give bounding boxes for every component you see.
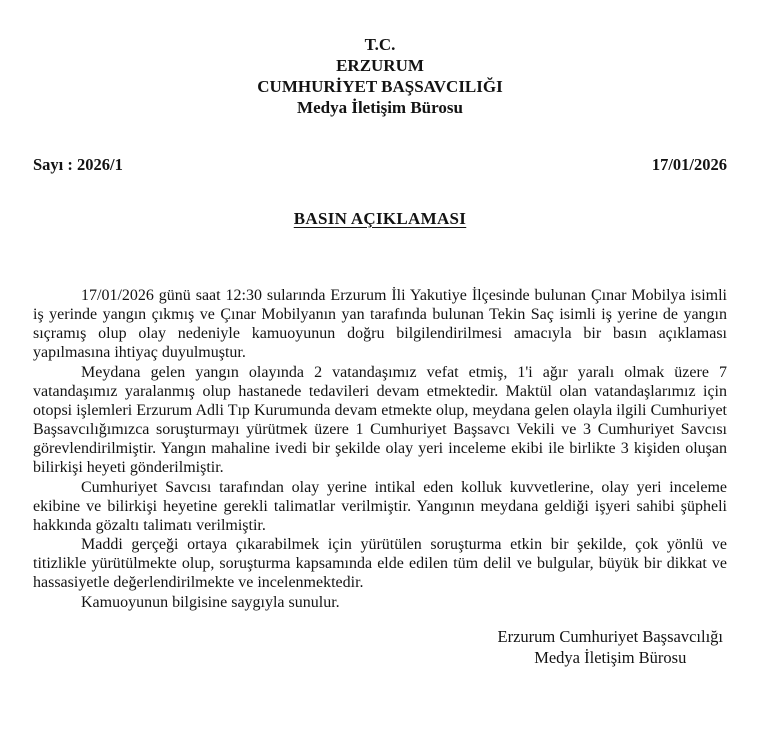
letterhead-republic-line: T.C. bbox=[364, 35, 396, 54]
document-title bbox=[33, 208, 727, 229]
signature-office-line: Erzurum Cumhuriyet Başsavcılığı bbox=[497, 626, 723, 646]
letterhead-office-line: CUMHURİYET BAŞSAVCILIĞI bbox=[257, 77, 503, 96]
paragraph-casualties: Meydana gelen yangın olayında 2 vatandaşımız vefat etmiş, 1'i ağır yaralı olmak üzere 7 vatandaşımız yaralanmış olup hastanede tedavileri devam etmektedir. Maktül olan vatandaşlarımız için otopsi işlemleri Erzurum Adli Tıp Kurumunda devam etmekte olup, meydana gelen olayla ilgili Cumhuriyet Başsavcılığımızca soruşturmayı yürütmek üzere 1 Cumhuriyet Başsavcı Vekili ve 3 Cumhuriyet Savcısı görevlendirilmiştir. Yangın mahaline ivedi bir şekilde olay yeri inceleme ekibi ile birlikte 3 kişiden oluşan bilirkişi heyeti gönderilmiştir. bbox=[33, 363, 727, 477]
signature-bureau-line: Medya İletişim Bürosu bbox=[534, 647, 687, 667]
letterhead-city-line: ERZURUM bbox=[336, 56, 424, 75]
signature-block bbox=[498, 626, 723, 668]
meta-row bbox=[33, 155, 727, 175]
paragraph-closing: Kamuoyunun bilgisine saygıyla sunulur. bbox=[81, 593, 340, 611]
document-date: 17/01/2026 bbox=[651, 155, 727, 174]
document-title-text: BASIN AÇIKLAMASI bbox=[293, 209, 467, 228]
document-body bbox=[33, 286, 727, 612]
document-number: Sayı : 2026/1 bbox=[33, 155, 123, 174]
letterhead bbox=[33, 34, 727, 118]
letterhead-bureau-line: Medya İletişim Bürosu bbox=[297, 98, 463, 117]
paragraph-investigation: Maddi gerçeği ortaya çıkarabilmek için yürütülen soruşturma etkin bir şekilde, çok yönlü ve titizlikle yürütülmekte olup, soruşturma kapsamında elde edilen tüm delil ve bulgular, büyük bir dikkat ve hassasiyetle değerlendirilmekte ve incelenmektedir. bbox=[33, 536, 727, 592]
paragraph-instructions: Cumhuriyet Savcısı tarafından olay yerine intikal eden kolluk kuvvetlerine, olay yeri inceleme ekibine ve bilirkişi heyetine gerekli talimatlar verilmiştir. Yangının meydana geldiği işyeri sahibi şüpheli hakkında gözaltı talimatı verilmiştir. bbox=[33, 478, 727, 534]
paragraph-incident-summary: 17/01/2026 günü saat 12:30 sularında Erzurum İli Yakutiye İlçesinde bulunan Çınar Mobilya isimli iş yerinde yangın çıkmış ve Çınar Mobilyanın yan tarafında bulunan Tekin Saç isimli iş yerine de yangın sıçramış olup olay nedeniyle kamuoyunun doğru bilgilendirilmesi amacıyla bir basın açıklaması yapılmasına ihtiyaç duyulmuştur. bbox=[33, 287, 727, 362]
